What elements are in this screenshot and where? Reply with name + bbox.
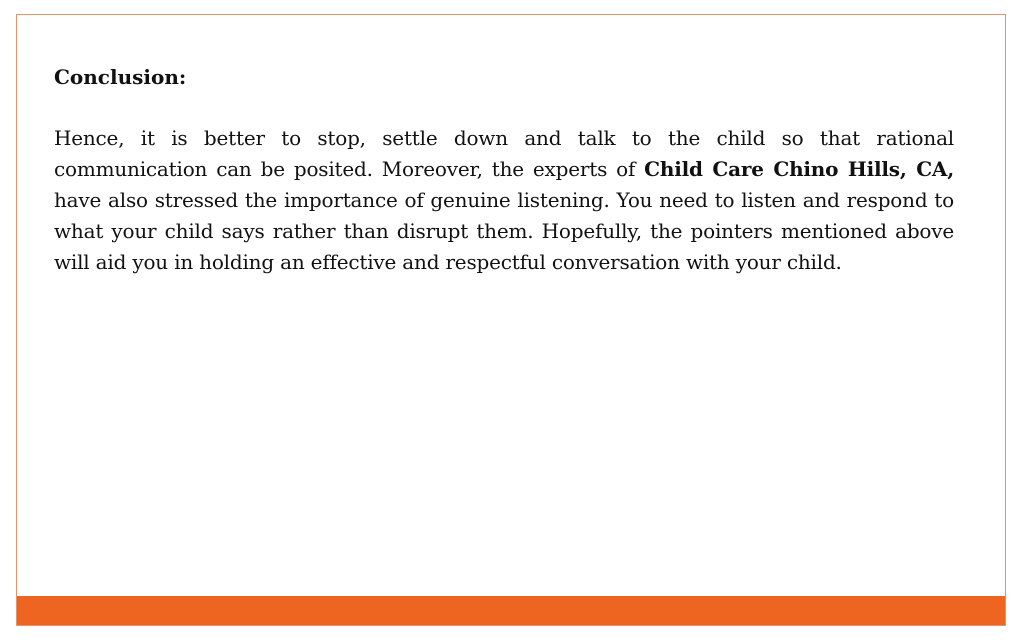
slide-frame bbox=[16, 14, 1006, 626]
conclusion-paragraph bbox=[54, 123, 954, 278]
paragraph-text-start: Hence, it is better to stop, settle down and talk to the child so that rational communication can be posited. Moreover, the experts of bbox=[54, 126, 954, 181]
footer-accent-bar bbox=[17, 596, 1005, 625]
paragraph-bold-business-name: Child Care Chino Hills, CA, bbox=[644, 157, 954, 181]
paragraph-text-end: have also stressed the importance of genuine listening. You need to listen and respond to what your child says rather than disrupt them. Hopefully, the pointers mentioned above will aid you in holding an effective and respectful conversation with your child. bbox=[54, 188, 954, 274]
conclusion-heading: Conclusion: bbox=[54, 65, 187, 89]
slide-content bbox=[54, 63, 954, 278]
